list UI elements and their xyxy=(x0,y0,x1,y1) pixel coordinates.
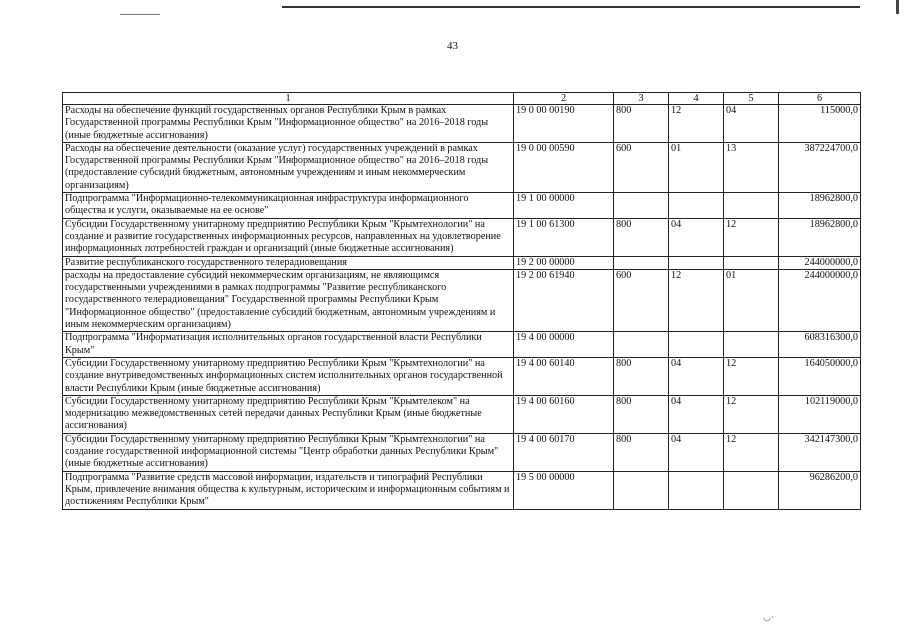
corner-mark xyxy=(896,0,899,14)
scan-mark: ◡· xyxy=(763,612,774,622)
table-row xyxy=(63,142,861,192)
row-amount-cell: 244000000,0 xyxy=(779,269,861,331)
row-subsection-cell: 12 xyxy=(724,218,779,256)
column-header: 4 xyxy=(669,93,724,105)
page-number: 43 xyxy=(447,40,458,52)
row-amount-cell: 608316300,0 xyxy=(779,332,861,358)
row-section-cell: 12 xyxy=(669,105,724,143)
column-header: 2 xyxy=(514,93,614,105)
row-name-cell: Развитие республиканского государственного телерадиовещания xyxy=(63,256,514,269)
row-code-cell: 19 5 00 00000 xyxy=(514,471,614,509)
table-header-row xyxy=(63,93,861,105)
row-subsection-cell xyxy=(724,332,779,358)
row-section-cell xyxy=(669,193,724,219)
row-amount-cell: 115000,0 xyxy=(779,105,861,143)
column-header: 5 xyxy=(724,93,779,105)
row-section-cell: 04 xyxy=(669,218,724,256)
row-expense-type-cell: 800 xyxy=(614,433,669,471)
row-amount-cell: 102119000,0 xyxy=(779,395,861,433)
row-code-cell: 19 0 00 00190 xyxy=(514,105,614,143)
row-name-cell: Субсидии Государственному унитарному предприятию Республики Крым "Крымтехнологии" на создание государственной информационной системы "Центр обработки данных Республики Крым" (иные бюджетные ассигнования) xyxy=(63,433,514,471)
row-name-cell: Подпрограмма "Информационно-телекоммуникационная инфраструктура информационного общества и услуги, оказываемые на ее основе" xyxy=(63,193,514,219)
row-expense-type-cell: 600 xyxy=(614,269,669,331)
table-row xyxy=(63,256,861,269)
row-code-cell: 19 1 00 61300 xyxy=(514,218,614,256)
row-code-cell: 19 0 00 00590 xyxy=(514,142,614,192)
row-amount-cell: 18962800,0 xyxy=(779,193,861,219)
row-expense-type-cell xyxy=(614,256,669,269)
row-section-cell xyxy=(669,256,724,269)
row-subsection-cell xyxy=(724,471,779,509)
row-subsection-cell: 12 xyxy=(724,433,779,471)
row-name-cell: Субсидии Государственному унитарному предприятию Республики Крым "Крымтелеком" на модернизацию межведомственных сетей передачи данных Республики Крым (иные бюджетные ассигнования) xyxy=(63,395,514,433)
row-expense-type-cell: 800 xyxy=(614,357,669,395)
row-name-cell: расходы на предоставление субсидий некоммерческим организациям, не являющимся государственными учреждениями в рамках подпрограммы "Развитие республиканского государственного телерадиовещания" Государственной программы Республики Крым "Информационное общество" (предоставление субсидий бюджетным, автономным учреждениям и иным некоммерческим организациям) xyxy=(63,269,514,331)
row-code-cell: 19 1 00 00000 xyxy=(514,193,614,219)
row-amount-cell: 96286200,0 xyxy=(779,471,861,509)
table-row xyxy=(63,193,861,219)
row-section-cell: 04 xyxy=(669,357,724,395)
row-subsection-cell xyxy=(724,256,779,269)
row-subsection-cell: 12 xyxy=(724,357,779,395)
row-code-cell: 19 2 00 00000 xyxy=(514,256,614,269)
row-section-cell: 01 xyxy=(669,142,724,192)
column-header: 1 xyxy=(63,93,514,105)
top-short-line xyxy=(120,14,160,15)
row-section-cell: 04 xyxy=(669,433,724,471)
top-border-line xyxy=(282,6,860,8)
row-amount-cell: 342147300,0 xyxy=(779,433,861,471)
row-section-cell: 04 xyxy=(669,395,724,433)
row-section-cell xyxy=(669,332,724,358)
row-amount-cell: 244000000,0 xyxy=(779,256,861,269)
row-amount-cell: 387224700,0 xyxy=(779,142,861,192)
row-name-cell: Субсидии Государственному унитарному предприятию Республики Крым "Крымтехнологии" на создание и развитие государственных информационных ресурсов, направленных на удовлетворение информационных потребностей граждан и организаций (иные бюджетные ассигнования) xyxy=(63,218,514,256)
row-amount-cell: 18962800,0 xyxy=(779,218,861,256)
row-expense-type-cell xyxy=(614,332,669,358)
column-header: 6 xyxy=(779,93,861,105)
row-code-cell: 19 4 00 60140 xyxy=(514,357,614,395)
column-header: 3 xyxy=(614,93,669,105)
row-name-cell: Подпрограмма "Информатизация исполнительных органов государственной власти Республики Крым" xyxy=(63,332,514,358)
table-row xyxy=(63,332,861,358)
row-code-cell: 19 4 00 60170 xyxy=(514,433,614,471)
budget-table xyxy=(62,92,861,510)
table-row xyxy=(63,218,861,256)
row-expense-type-cell xyxy=(614,471,669,509)
row-section-cell xyxy=(669,471,724,509)
row-name-cell: Расходы на обеспечение деятельности (оказание услуг) государственных учреждений в рамках Государственной программы Республики Крым "Информационное общество" на 2016–2018 годы (предоставление субсидий бюджетным, автономным учреждениям и иным некоммерческим организациям) xyxy=(63,142,514,192)
table-row xyxy=(63,357,861,395)
table-body xyxy=(63,105,861,510)
row-subsection-cell: 04 xyxy=(724,105,779,143)
row-expense-type-cell: 800 xyxy=(614,105,669,143)
row-expense-type-cell: 800 xyxy=(614,395,669,433)
row-subsection-cell: 12 xyxy=(724,395,779,433)
row-name-cell: Субсидии Государственному унитарному предприятию Республики Крым "Крымтехнологии" на создание внутриведомственных информационных систем исполнительных органов государственной власти Республики Крым (иные бюджетные ассигнования) xyxy=(63,357,514,395)
row-section-cell: 12 xyxy=(669,269,724,331)
row-expense-type-cell xyxy=(614,193,669,219)
table-row xyxy=(63,395,861,433)
table-row xyxy=(63,433,861,471)
row-expense-type-cell: 800 xyxy=(614,218,669,256)
row-subsection-cell: 01 xyxy=(724,269,779,331)
table-row xyxy=(63,471,861,509)
row-code-cell: 19 4 00 00000 xyxy=(514,332,614,358)
table-row xyxy=(63,269,861,331)
row-name-cell: Расходы на обеспечение функций государственных органов Республики Крым в рамках Государственной программы Республики Крым "Информационное общество" на 2016–2018 годы (иные бюджетные ассигнования) xyxy=(63,105,514,143)
row-subsection-cell xyxy=(724,193,779,219)
row-expense-type-cell: 600 xyxy=(614,142,669,192)
row-name-cell: Подпрограмма "Развитие средств массовой информации, издательств и типографий Республики Крым, привлечение внимания общества к культурным, историческим и информационным событиям и достижениям Республики Крым" xyxy=(63,471,514,509)
row-amount-cell: 164050000,0 xyxy=(779,357,861,395)
row-code-cell: 19 4 00 60160 xyxy=(514,395,614,433)
row-subsection-cell: 13 xyxy=(724,142,779,192)
table-row xyxy=(63,105,861,143)
row-code-cell: 19 2 00 61940 xyxy=(514,269,614,331)
